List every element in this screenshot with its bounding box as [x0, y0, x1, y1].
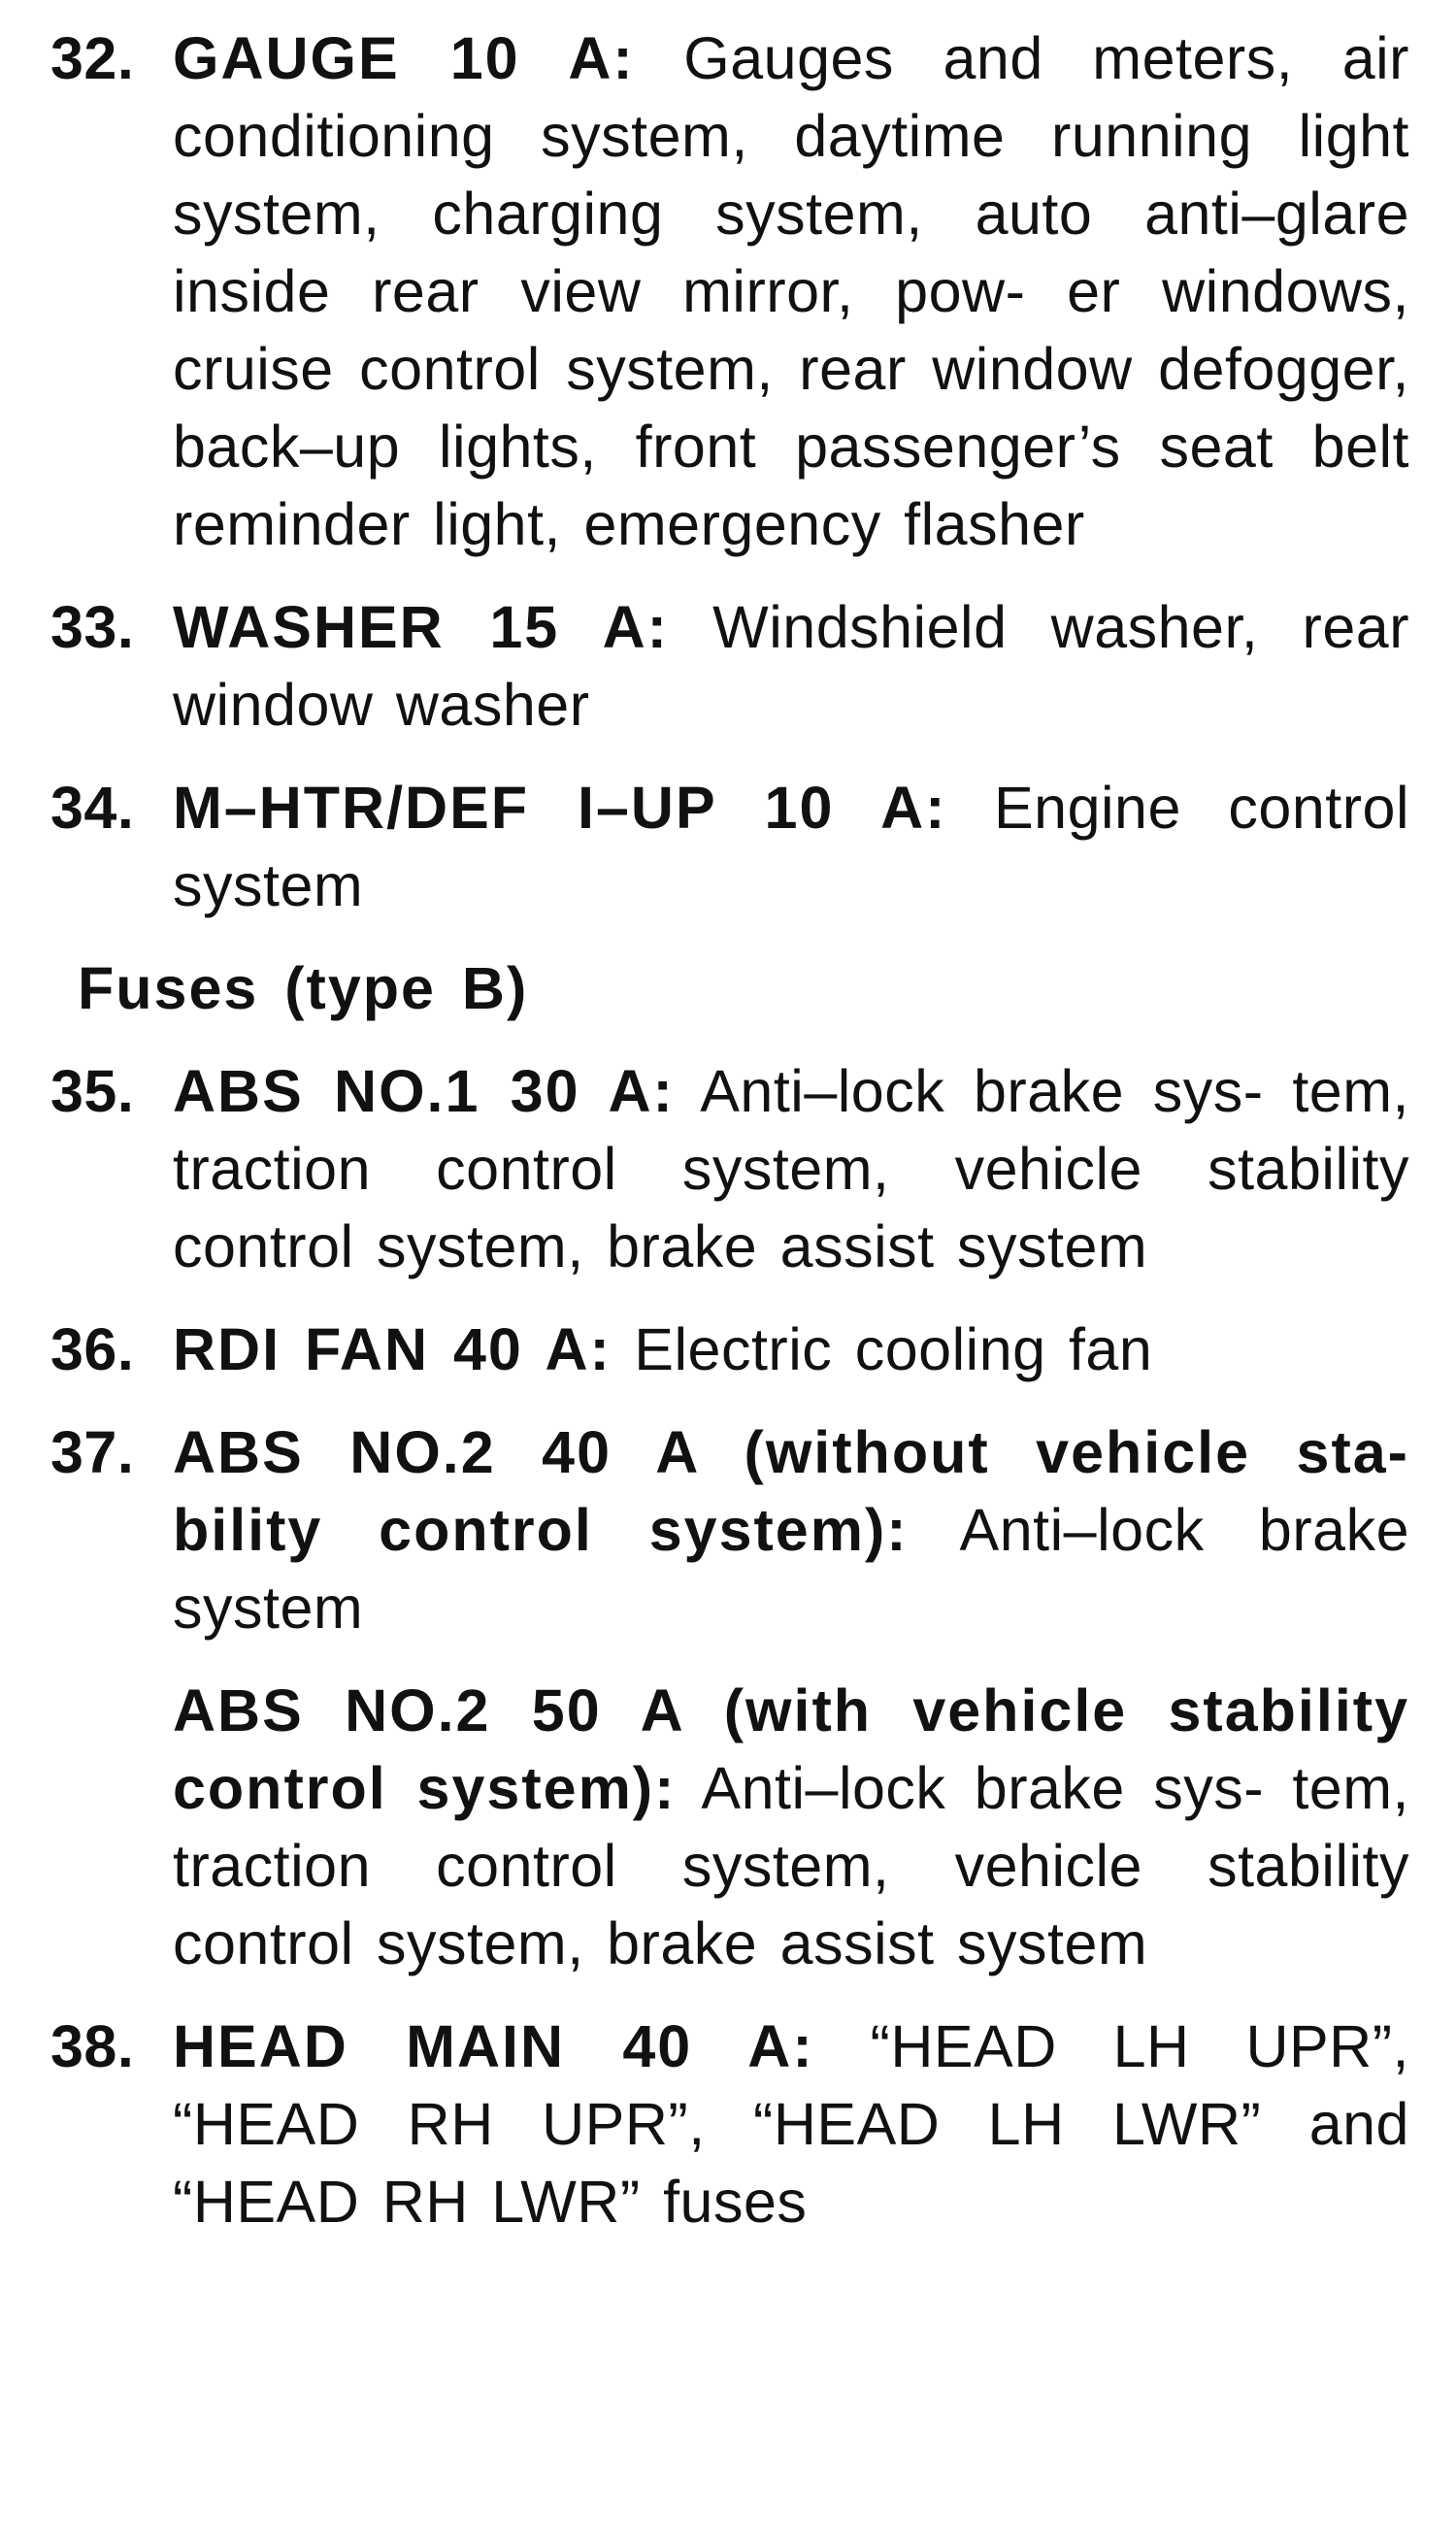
- entry-number: 38.: [50, 2013, 135, 2079]
- entry-number: 33.: [50, 594, 135, 660]
- fuse-heading: ABS NO.2 40 A (without vehicle sta- bility control system):: [173, 1419, 1409, 1563]
- fuse-heading: GAUGE 10 A:: [173, 25, 635, 91]
- fuse-heading: ABS NO.2 50 A (with vehicle stability control system):: [173, 1677, 1409, 1821]
- entry-number: 34.: [50, 775, 135, 841]
- fuse-heading: M–HTR/DEF I–UP 10 A:: [173, 775, 947, 841]
- fuse-heading: HEAD MAIN 40 A:: [173, 2013, 814, 2079]
- fuse-description: Anti–lock brake sys- tem, traction control system, vehicle stability control system, brake assist system: [173, 1058, 1409, 1279]
- fuse-entry-36: [50, 1311, 1409, 1388]
- fuse-heading: ABS NO.1 30 A:: [173, 1058, 675, 1124]
- fuse-entry-33: [50, 588, 1409, 744]
- fuse-entry-35: [50, 1052, 1409, 1285]
- fuse-heading: WASHER 15 A:: [173, 594, 669, 660]
- fuse-entry-34: [50, 769, 1409, 924]
- fuse-description: Windshield washer, rear window washer: [173, 594, 1410, 738]
- fuse-description: “HEAD LH UPR”, “HEAD RH UPR”, “HEAD LH LWR” and “HEAD RH LWR” fuses: [173, 2013, 1409, 2235]
- section-title: Fuses (type B): [78, 955, 529, 1021]
- fuse-description: Engine control system: [173, 775, 1409, 918]
- fuse-heading: RDI FAN 40 A:: [173, 1316, 612, 1382]
- fuse-entry-38: [50, 2008, 1409, 2240]
- fuse-description: Electric cooling fan: [611, 1316, 1153, 1382]
- fuse-description: Gauges and meters, air conditioning system, daytime running light system, charging system, auto anti–glare inside rear view mirror, pow- er windows, cruise control system, rear window defogger, back–up lights, front passenger’s seat belt reminder light, emergency flasher: [173, 25, 1409, 557]
- fuse-description: Anti–lock brake system: [173, 1497, 1409, 1641]
- fuse-description: Anti–lock brake sys- tem, traction control system, vehicle stability control system, brake assist system: [173, 1755, 1409, 1976]
- entry-number: 35.: [50, 1058, 135, 1124]
- entry-number: 36.: [50, 1316, 135, 1382]
- entry-number: 32.: [50, 25, 135, 91]
- fuse-entry-32: [50, 19, 1409, 563]
- entry-number: 37.: [50, 1419, 135, 1485]
- fuse-entry-37-variant: [50, 1672, 1409, 1982]
- fuse-entry-37: [50, 1413, 1409, 1646]
